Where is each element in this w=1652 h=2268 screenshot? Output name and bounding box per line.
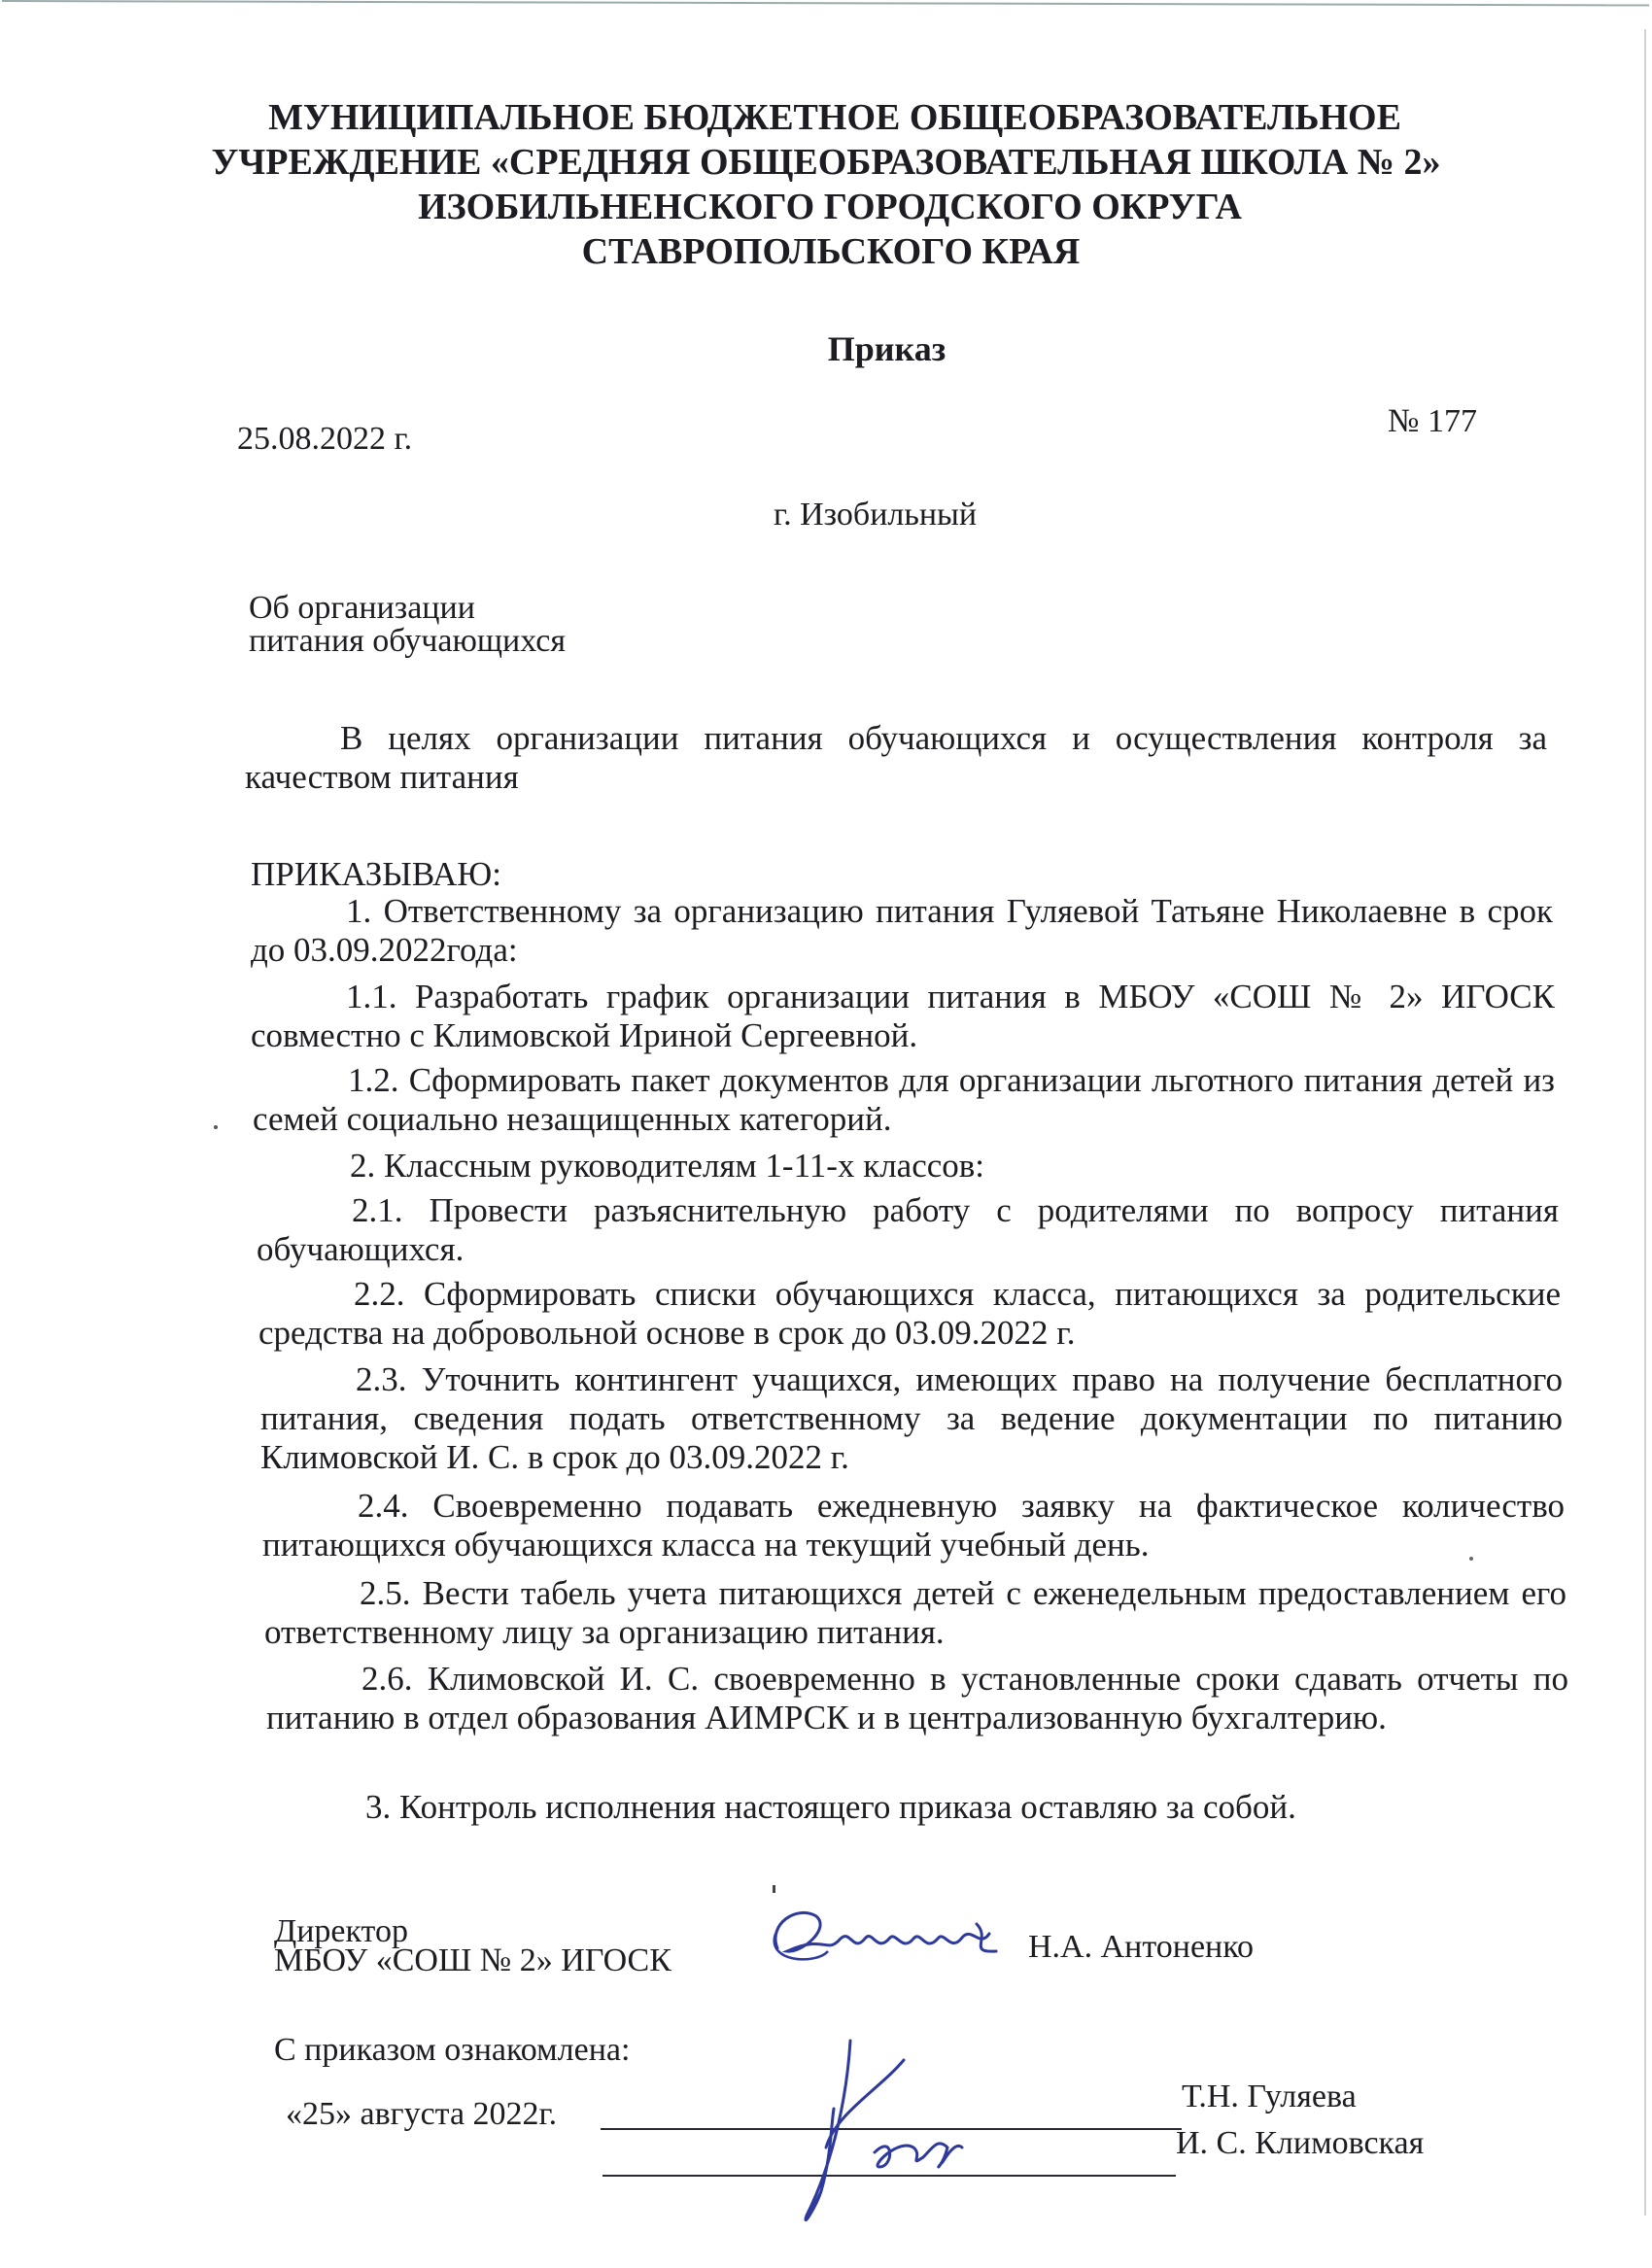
acknowledgement-date: «25» августа 2022г.	[286, 2096, 558, 2132]
order-item-1-2: 1.2. Сформировать пакет документов для организации льготного питания детей из семей социально незащищенных категорий.	[253, 1061, 1555, 1138]
order-item-2-2: 2.2. Сформировать списки обучающихся класса, питающихся за родительские средства на добровольной основе в срок до 03.09.2022 г.	[258, 1275, 1561, 1352]
document-type: Приказ	[827, 329, 946, 368]
org-line-2: УЧРЕЖДЕНИЕ «СРЕДНЯЯ ОБЩЕОБРАЗОВАТЕЛЬНАЯ ШКОЛА № 2»	[211, 142, 1441, 183]
scan-edge-top	[2, 0, 1649, 6]
scan-dot	[773, 1885, 775, 1893]
director-org: МБОУ «СОШ № 2» ИГОСК	[274, 1942, 671, 1978]
order-item-2-6: 2.6. Климовской И. С. своевременно в установленные сроки сдавать отчеты по питанию в отдел образования АИМРСК и в централизованную бухгалтерию.	[266, 1660, 1568, 1736]
order-item-2-5: 2.5. Вести табель учета питающихся детей с еженедельным предоставлением его ответственному лицу за организацию питания.	[264, 1574, 1566, 1651]
order-word: ПРИКАЗЫВАЮ:	[251, 855, 501, 893]
org-line-3: ИЗОБИЛЬНЕНСКОГО ГОРОДСКОГО ОКРУГА	[418, 187, 1242, 227]
order-item-1: 1. Ответственному за организацию питания Гуляевой Татьяне Николаевне в срок до 03.09.2022года:	[251, 892, 1553, 969]
order-item-3: 3. Контроль исполнения настоящего приказа оставляю за собой.	[365, 1788, 1296, 1826]
acknowledgement-signatures	[777, 2021, 1011, 2245]
scan-dot	[214, 1125, 218, 1129]
order-item-2-4: 2.4. Своевременно подавать ежедневную заявку на фактическое количество питающихся обучающихся класса на текущий учебный день.	[262, 1487, 1565, 1564]
order-item-2: 2. Классным руководителям 1-11-х классов:	[350, 1147, 985, 1185]
director-signature	[758, 1895, 1011, 1982]
document-number: № 177	[1388, 403, 1477, 439]
document-date: 25.08.2022 г.	[237, 421, 413, 457]
director-title: Директор	[274, 1913, 408, 1949]
subject-line-1: Об организации	[249, 590, 475, 626]
signer-name-2: И. С. Климовская	[1176, 2125, 1425, 2161]
org-line-1: МУНИЦИПАЛЬНОЕ БЮДЖЕТНОЕ ОБЩЕОБРАЗОВАТЕЛЬНОЕ	[268, 97, 1401, 138]
document-city: г. Изобильный	[774, 497, 978, 533]
order-item-2-3: 2.3. Уточнить контингент учащихся, имеющих право на получение бесплатного питания, сведения подать ответственному за ведение документации по питанию Климовской И. С. в срок до 03.09.2022 г.	[260, 1360, 1563, 1476]
director-name: Н.А. Антоненко	[1028, 1929, 1255, 1965]
preamble: В целях организации питания обучающихся и осуществления контроля за качеством питания	[245, 719, 1547, 796]
order-item-1-1: 1.1. Разработать график организации питания в МБОУ «СОШ № 2» ИГОСК совместно с Климовской Ириной Сергеевной.	[251, 978, 1555, 1054]
org-line-4: СТАВРОПОЛЬСКОГО КРАЯ	[581, 231, 1081, 272]
scan-dot	[1469, 1557, 1473, 1561]
subject-line-2: питания обучающихся	[249, 623, 567, 659]
order-item-2-1: 2.1. Провести разъяснительную работу с родителями по вопросу питания обучающихся.	[257, 1191, 1559, 1268]
signer-name-1: Т.Н. Гуляева	[1182, 2079, 1357, 2114]
organization-header	[0, 95, 1652, 274]
acknowledgement-label: С приказом ознакомлена:	[274, 2032, 631, 2068]
